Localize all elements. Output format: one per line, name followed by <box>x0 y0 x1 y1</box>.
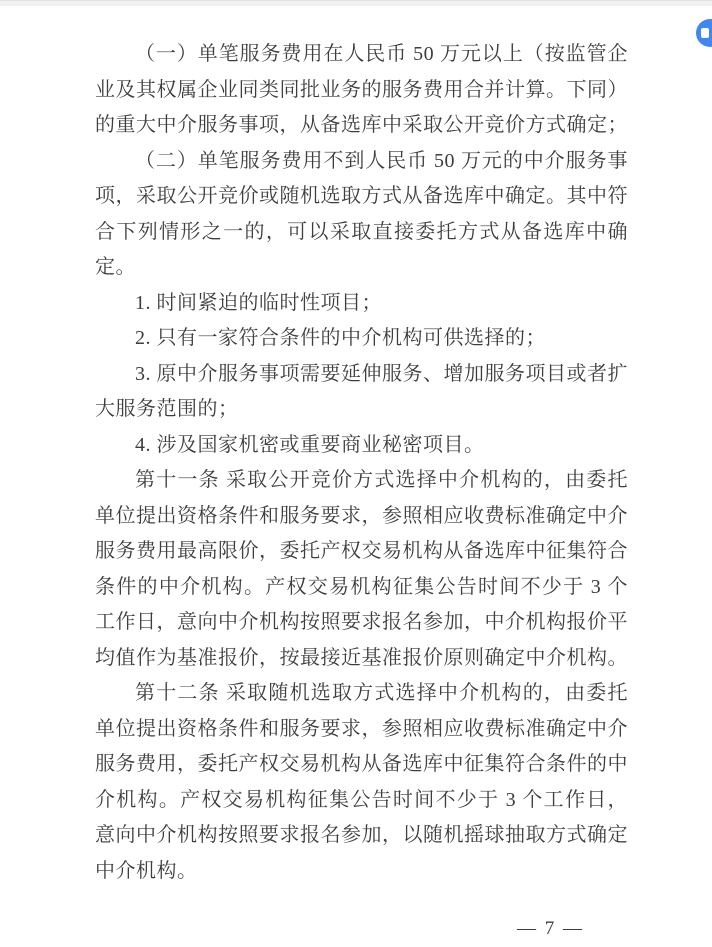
floating-widget-icon <box>701 28 709 38</box>
paragraph: （二）单笔服务费用不到人民币 50 万元的中介服务事项，采取公开竞价或随机选取方式从备选库中确定。其中符合下列情形之一的，可以采取直接委托方式从备选库中确定。 <box>95 149 628 278</box>
paragraph: 2. 只有一家符合条件的中介机构可供选择的； <box>135 327 546 349</box>
paragraph: 第十一条 采取公开竞价方式选择中介机构的，由委托单位提出资格条件和服务要求，参照相应收费标准确定中介服务费用最高限价，委托产权交易机构从备选库中征集符合条件的中介机构。产权交易机构征集公告时间不少于 3 个工作日，意向中介机构按照要求报名参加，中介机构报价平均值作为基准报价，按最接近基准报价原则确定中介机构。 <box>95 469 628 669</box>
paragraph: 第十二条 采取随机选取方式选择中介机构的，由委托单位提出资格条件和服务要求，参照相应收费标准确定中介服务费用，委托产权交易机构从备选库中征集符合条件的中介机构。产权交易机构征集公告时间不少于 3 个工作日，意向中介机构按照要求报名参加，以随机摇球抽取方式确定中介机构。 <box>95 682 628 882</box>
document-body <box>95 37 628 947</box>
paragraph-list <box>95 37 628 889</box>
floating-widget-button[interactable] <box>696 19 712 47</box>
paragraph: 1. 时间紧迫的临时性项目； <box>135 291 382 314</box>
page-number: — 7 — <box>517 918 584 939</box>
paragraph: 3. 原中介服务事项需要延伸服务、增加服务项目或者扩大服务范围的； <box>95 362 628 420</box>
paragraph: 4. 涉及国家机密或重要商业秘密项目。 <box>135 433 485 456</box>
page-top-divider <box>0 0 712 6</box>
paragraph: （一）单笔服务费用在人民币 50 万元以上（按监管企业及其权属企业同类同批业务的服务费用合并计算。下同）的重大中介服务事项，从备选库中采取公开竞价方式确定； <box>95 43 628 136</box>
